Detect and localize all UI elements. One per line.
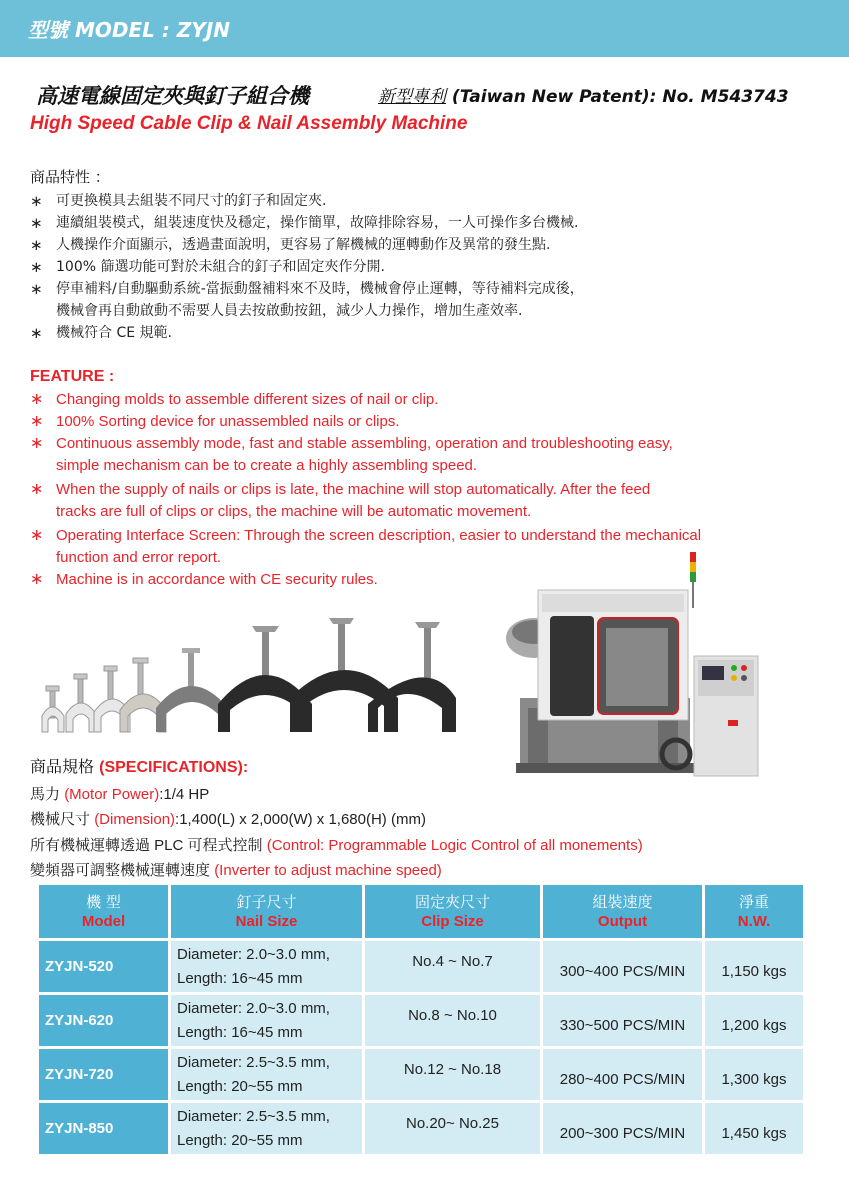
cell-model: ZYJN-520 [38,940,170,994]
col-header-net-weight: 淨重 N.W. [704,884,805,940]
zh-feature-item: ∗ 機械符合 CE 規範. [30,324,172,342]
assembly-machine-photo [498,548,810,798]
cell-net-weight: 1,300 kgs [704,1048,805,1102]
model-title: 型號 MODEL : ZYJN [28,18,230,42]
en-feature-item: ∗ Operating Interface Screen: Through the screen description, easier to understand the mechanical function and error report. [30,527,702,566]
asterisk-icon: ∗ [30,413,44,430]
spec-table [36,882,806,1157]
zh-features-heading: 商品特性 ： [30,168,110,186]
asterisk-icon: ∗ [30,324,43,342]
cell-model: ZYJN-720 [38,1048,170,1102]
asterisk-icon: ∗ [30,481,44,498]
cell-model: ZYJN-850 [38,1102,170,1156]
table-header-row [38,884,805,940]
col-header-model: 機 型 Model [38,884,170,940]
cell-nail-size: Diameter: 2.5~3.5 mm, Length: 20~55 mm [170,1102,364,1156]
cell-clip-size: No.4 ~ No.7 [364,940,542,994]
patent-line [378,82,789,107]
patent-zh: 新型專利 [378,87,446,107]
cable-clips-photo [38,612,458,742]
cell-clip-size: No.12 ~ No.18 [364,1048,542,1102]
table-row [38,1102,805,1156]
table-row [38,1048,805,1102]
asterisk-icon: ∗ [30,391,44,408]
cell-output: 200~300 PCS/MIN [542,1102,704,1156]
patent-en: (Taiwan New Patent): No. M543743 [451,87,789,107]
zh-feature-item: ∗ 可更換模具去組裝不同尺寸的釘子和固定夾. [30,192,327,210]
asterisk-icon: ∗ [30,527,44,544]
en-feature-item: ∗ Continuous assembly mode, fast and stable assembling, operation and troubleshooting easy, simple mechanism can be to create a highly assembling speed. [30,435,673,474]
col-header-nail-size: 釘子尺寸 Nail Size [170,884,364,940]
cell-output: 280~400 PCS/MIN [542,1048,704,1102]
table-row [38,994,805,1048]
col-header-clip-size: 固定夾尺寸 Clip Size [364,884,542,940]
zh-feature-item: ∗ 100% 篩選功能可對於未組合的釘子和固定夾作分開. [30,258,385,276]
english-title: High Speed Cable Clip & Nail Assembly Machine [30,113,468,134]
spec-inverter: 變頻器可調整機械運轉速度 (Inverter to adjust machine speed) [30,862,442,879]
en-feature-item: ∗ Changing molds to assemble different sizes of nail or clip. [30,389,810,411]
cell-net-weight: 1,150 kgs [704,940,805,994]
en-feature-item: ∗ 100% Sorting device for unassembled nails or clips. [30,411,810,433]
cell-clip-size: No.20~ No.25 [364,1102,542,1156]
asterisk-icon: ∗ [30,280,43,298]
spec-heading: 商品規格 (SPECIFICATIONS): [30,757,249,776]
asterisk-icon: ∗ [30,571,44,588]
cell-nail-size: Diameter: 2.0~3.0 mm, Length: 16~45 mm [170,940,364,994]
spec-dimension: 機械尺寸 (Dimension):1,400(L) x 2,000(W) x 1,680(H) (mm) [30,811,426,828]
zh-feature-item: ∗ 停車補料/自動驅動系統-當振動盤補料來不及時，機械會停止運轉，等待補料完成後， 機械會再自動啟動不需要人員去按啟動按鈕，減少人力操作，增加生產效率. [30,280,584,319]
cell-nail-size: Diameter: 2.0~3.0 mm, Length: 16~45 mm [170,994,364,1048]
spec-motor-power: 馬力 (Motor Power):1/4 HP [30,786,210,803]
asterisk-icon: ∗ [30,192,43,210]
asterisk-icon: ∗ [30,214,43,232]
zh-features-list [30,190,810,344]
header-bar [0,0,849,57]
cell-output: 330~500 PCS/MIN [542,994,704,1048]
cell-nail-size: Diameter: 2.5~3.5 mm, Length: 20~55 mm [170,1048,364,1102]
cell-output: 300~400 PCS/MIN [542,940,704,994]
chinese-title: 高速電線固定夾與釘子組合機 [36,84,309,108]
zh-feature-item: ∗ 人機操作介面顯示，透過畫面說明，更容易了解機械的運轉動作及異常的發生點. [30,236,551,254]
spec-control: 所有機械運轉透過 PLC 可程式控制 (Control: Programmable Logic Control of all monements) [30,837,643,854]
en-features-heading: FEATURE : [30,368,115,385]
cell-model: ZYJN-620 [38,994,170,1048]
cell-net-weight: 1,450 kgs [704,1102,805,1156]
asterisk-icon: ∗ [30,435,44,452]
cell-clip-size: No.8 ~ No.10 [364,994,542,1048]
zh-feature-item: ∗ 連續組裝模式，組裝速度快及穩定，操作簡單，故障排除容易，一人可操作多台機械. [30,214,579,232]
cell-net-weight: 1,200 kgs [704,994,805,1048]
col-header-output: 組裝速度 Output [542,884,704,940]
en-feature-item: ∗ Machine is in accordance with CE security rules. [30,569,810,591]
asterisk-icon: ∗ [30,258,43,276]
table-row [38,940,805,994]
asterisk-icon: ∗ [30,236,43,254]
en-feature-item: ∗ When the supply of nails or clips is late, the machine will stop automatically. After the feed tracks are full of clips or clips, the machine will be automatic movement. [30,481,651,520]
